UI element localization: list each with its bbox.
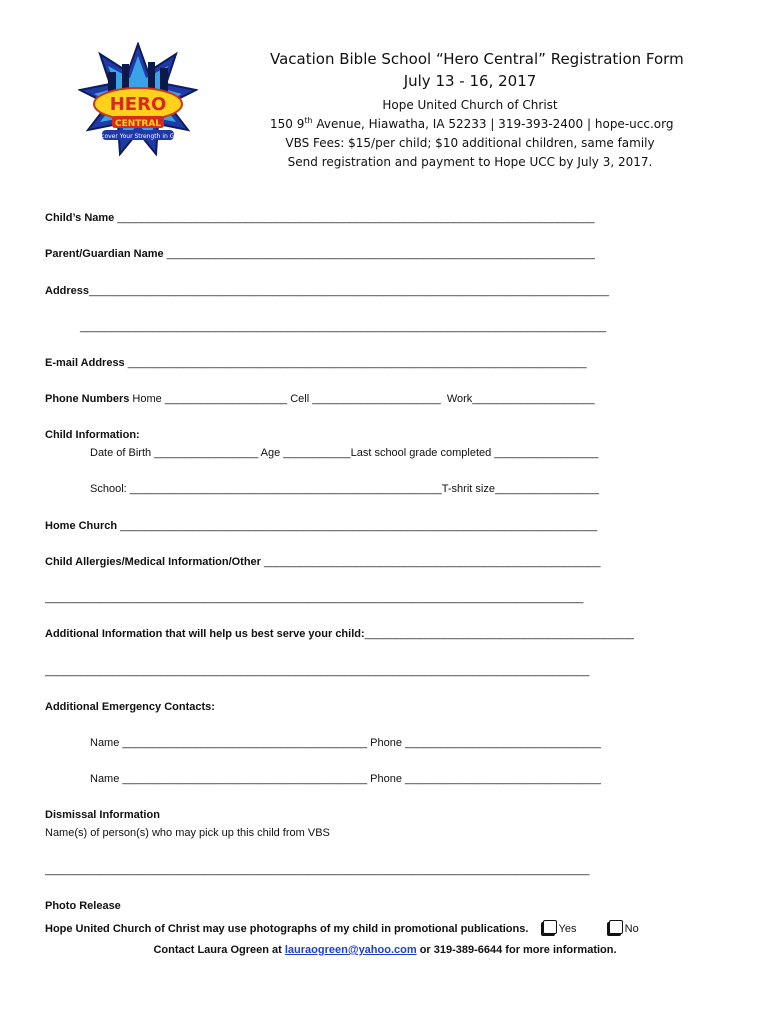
logo-tagline: Discover Your Strength in God! [91,133,185,140]
home-church-field[interactable]: Home Church ______________________________________________________________________________ [45,520,598,532]
photo-release-heading: Photo Release [45,900,121,912]
yes-checkbox[interactable]: Yes [543,923,577,935]
photo-release-row [45,920,639,935]
email-field[interactable]: E-mail Address ___________________________________________________________________________ [45,357,587,369]
vbs-fees: VBS Fees: $15/per child; $10 additional children, same family [285,136,655,150]
church-name: Hope United Church of Christ [382,98,558,112]
emergency-contact-2[interactable]: Name ________________________________________ Phone ________________________________ [90,773,601,785]
contact-info: Contact Laura Ogreen at lauraogreen@yahoo.com or 319-389-6644 for more information. [153,944,617,956]
logo-word-central: CENTRAL [114,119,162,129]
school-tshirt-row[interactable]: School: ___________________________________________________T-shrit size_________________ [90,483,599,495]
no-checkbox[interactable]: No [609,923,639,935]
church-address: 150 9th Avenue, Hiawatha, IA 52233 | 319-393-2400 | hope-ucc.org [270,116,674,131]
emergency-contact-1[interactable]: Name ________________________________________ Phone ________________________________ [90,737,601,749]
additional-info-field[interactable]: Additional Information that will help us best serve your child:____________________________________________ [45,628,634,640]
additional-info-line-2[interactable]: _________________________________________________________________________________________ [45,665,590,677]
form-title: Vacation Bible School “Hero Central” Registration Form [270,50,684,68]
checkbox-icon [609,920,623,934]
dismissal-heading: Dismissal Information [45,809,160,821]
emergency-contacts-heading: Additional Emergency Contacts: [45,701,215,713]
photo-release-statement: Hope United Church of Christ may use photographs of my child in promotional publications. [45,923,529,935]
hero-central-logo [78,42,198,157]
contact-email-link[interactable]: lauraogreen@yahoo.com [284,944,417,956]
phone-numbers-row[interactable]: Phone Numbers Home ____________________ Cell _____________________ Work____________________ [45,393,595,405]
child-name-field[interactable]: Child’s Name ______________________________________________________________________________ [45,212,595,224]
form-dates: July 13 - 16, 2017 [403,72,537,90]
pickup-label: Name(s) of person(s) who may pick up this child from VBS [45,827,330,839]
allergies-field[interactable]: Child Allergies/Medical Information/Other _______________________________________________________ [45,556,601,568]
send-registration: Send registration and payment to Hope UCC by July 3, 2017. [287,155,653,169]
address-line-2[interactable]: ______________________________________________________________________________________ [80,321,607,333]
parent-name-field[interactable]: Parent/Guardian Name ______________________________________________________________________ [45,248,595,260]
child-information-heading: Child Information: [45,429,140,441]
allergies-line-2[interactable]: ________________________________________________________________________________________ [45,592,584,604]
dob-age-grade-row[interactable]: Date of Birth _________________ Age ___________Last school grade completed _________________ [90,447,599,459]
checkbox-icon [543,920,557,934]
logo-word-hero: HERO [109,94,167,115]
address-field[interactable]: Address_____________________________________________________________________________________ [45,285,610,297]
pickup-line[interactable]: _________________________________________________________________________________________ [45,864,590,876]
